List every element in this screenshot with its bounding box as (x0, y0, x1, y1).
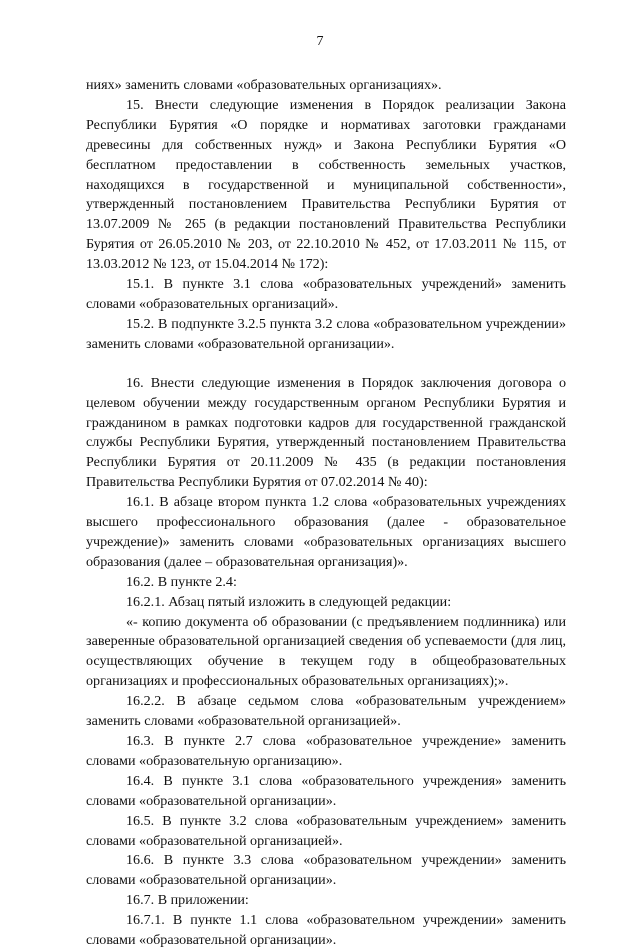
paragraph-item-15-1: 15.1. В пункте 3.1 слова «образовательных учреждений» заменить словами «образовательных организаций». (86, 276, 566, 312)
paragraph-item-16-2-2: 16.2.2. В абзаце седьмом слова «образовательным учреждением» заменить словами «образовательной организацией». (86, 693, 566, 730)
paragraph-item-16-2-1: 16.2.1. Абзац пятый изложить в следующей редакции: (126, 593, 452, 610)
paragraph-item-15: 15. Внести следующие изменения в Порядок реализации Закона Республики Бурятия «О порядке и нормативах заготовки гражданами древесины для собственных нужд» и Закона Республики Бурятия «О бесплатном предоставлении в собственность земельных участков, находящихся в государственной и муниципальной собственности», утвержденный постановлением Правительства Республики Бурятия от 13.07.2009 № 265 (в редакции постановлений Правительства Республики Бурятия от 26.05.2010 № 203, от 22.10.2010 № 452, от 17.03.2011 № 115, от 13.03.2012 № 123, от 15.04.2014 № 172): (86, 96, 566, 273)
paragraph-item-16-1: 16.1. В абзаце втором пункта 1.2 слова «образовательных учреждениях высшего профессионального образования (далее - образовательное учреждение)» заменить словами «образовательных организациях высшего образования (далее – образовательная организация)». (86, 494, 566, 570)
paragraph-item-16: 16. Внести следующие изменения в Порядок заключения договора о целевом обучении между государственным органом Республики Бурятия и гражданином в рамках подготовки кадров для государственной гражданской службы Республики Бурятия, утвержденный постановлением Правительства Республики Бурятия от 20.11.2009 № 435 (в редакции постановления Правительства Республики Бурятия от 07.02.2014 № 40): (86, 374, 566, 491)
paragraph-item-16-7-1: 16.7.1. В пункте 1.1 слова «образовательном учреждении» заменить словами «образовательной организации». (86, 912, 566, 949)
paragraph-item-16-4: 16.4. В пункте 3.1 слова «образовательного учреждения» заменить словами «образовательной организации». (86, 772, 566, 809)
paragraph-item-16-2: 16.2. В пункте 2.4: (126, 573, 237, 590)
paragraph-item-16-6: 16.6. В пункте 3.3 слова «образовательном учреждении» заменить словами «образовательной организации». (86, 852, 566, 889)
paragraph-item-16-7: 16.7. В приложении: (126, 892, 249, 909)
paragraph-item-16-5: 16.5. В пункте 3.2 слова «образовательным учреждением» заменить словами «образовательной организацией». (86, 812, 566, 849)
paragraph-quoted-text: «- копию документа об образовании (с предъявлением подлинника) или заверенные образовательной организацией сведения об успеваемости (для лиц, осуществляющих обучение в текущем году в общеобразовательных организациях и профессиональных образовательных организациях);». (86, 613, 566, 690)
paragraph-continuation: ниях» заменить словами «образовательных организациях». (86, 77, 442, 93)
document-body (86, 76, 566, 951)
page-number: 7 (316, 34, 324, 49)
paragraph-item-15-2: 15.2. В подпункте 3.2.5 пункта 3.2 слова «образовательном учреждении» заменить словами «образовательной организации». (86, 315, 566, 352)
paragraph-item-16-3: 16.3. В пункте 2.7 слова «образовательное учреждение» заменить словами «образовательную организацию». (86, 733, 566, 769)
